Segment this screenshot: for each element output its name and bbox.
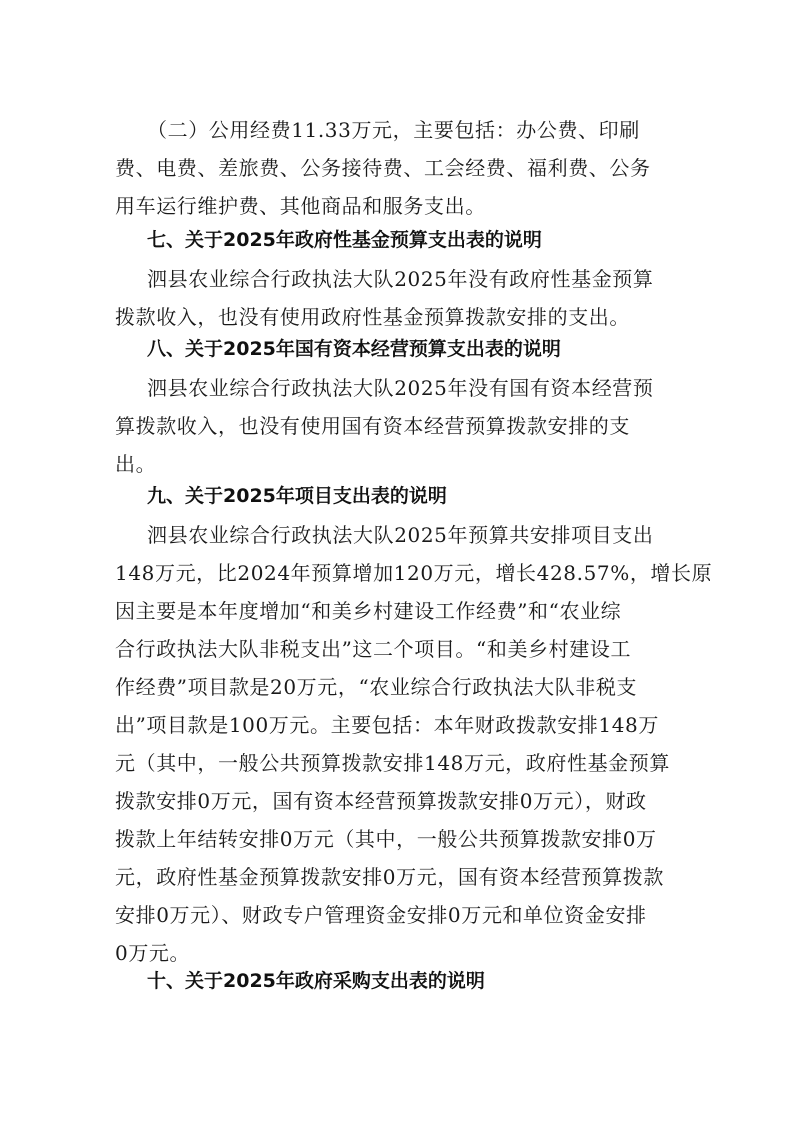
text-line: 算拨款收入，也没有使用国有资本经营预算拨款安排的支 (115, 414, 630, 438)
text-line: 元（其中，一般公共预算拨款安排148万元，政府性基金预算 (115, 751, 670, 775)
section-heading: 九、关于2025年项目支出表的说明 (147, 485, 447, 507)
text-line: 拨款收入，也没有使用政府性基金预算拨款安排的支出。 (115, 305, 630, 329)
text-line: 因主要是本年度增加“和美乡村建设工作经费”和“农业综 (115, 599, 622, 623)
text-line: 拨款安排0万元，国有资本经营预算拨款安排0万元），财政 (115, 789, 647, 813)
text-line: 泗县农业综合行政执法大队2025年没有国有资本经营预 (147, 376, 654, 400)
text-line: 148万元，比2024年预算增加120万元，增长428.57%，增长原 (115, 561, 713, 585)
text-line: 合行政执法大队非税支出”这二个项目。“和美乡村建设工 (115, 637, 632, 661)
section-state-capital (115, 333, 685, 480)
text-line: 费、电费、差旅费、公务接待费、工会经费、福利费、公务 (115, 156, 651, 180)
section-government-fund (115, 224, 685, 333)
section-heading: 八、关于2025年国有资本经营预算支出表的说明 (147, 338, 561, 360)
text-line: 泗县农业综合行政执法大队2025年预算共安排项目支出 (147, 523, 654, 547)
text-line: 元，政府性基金预算拨款安排0万元，国有资本经营预算拨款 (115, 865, 664, 889)
section-heading: 十、关于2025年政府采购支出表的说明 (147, 970, 485, 992)
section-project-expenditure (115, 480, 713, 969)
text-line: 0万元。 (115, 941, 191, 965)
text-line: 拨款上年结转安排0万元（其中，一般公共预算拨款安排0万 (115, 827, 657, 851)
text-line: 用车运行维护费、其他商品和服务支出。 (115, 194, 486, 218)
text-line: 出”项目款是100万元。主要包括：本年财政拨款安排148万 (115, 713, 659, 737)
section-government-procurement (115, 965, 685, 997)
text-line: 出。 (115, 452, 157, 476)
section-heading: 七、关于2025年政府性基金预算支出表的说明 (147, 229, 542, 251)
text-line: 安排0万元）、财政专户管理资金安排0万元和单位资金安排 (115, 903, 647, 927)
text-line: 作经费”项目款是20万元，“农业综合行政执法大队非税支 (115, 675, 638, 699)
paragraph-public-funds (115, 114, 685, 222)
text-line: 泗县农业综合行政执法大队2025年没有政府性基金预算 (147, 267, 654, 291)
text-line: （二）公用经费11.33万元，主要包括：办公费、印刷 (147, 118, 640, 142)
